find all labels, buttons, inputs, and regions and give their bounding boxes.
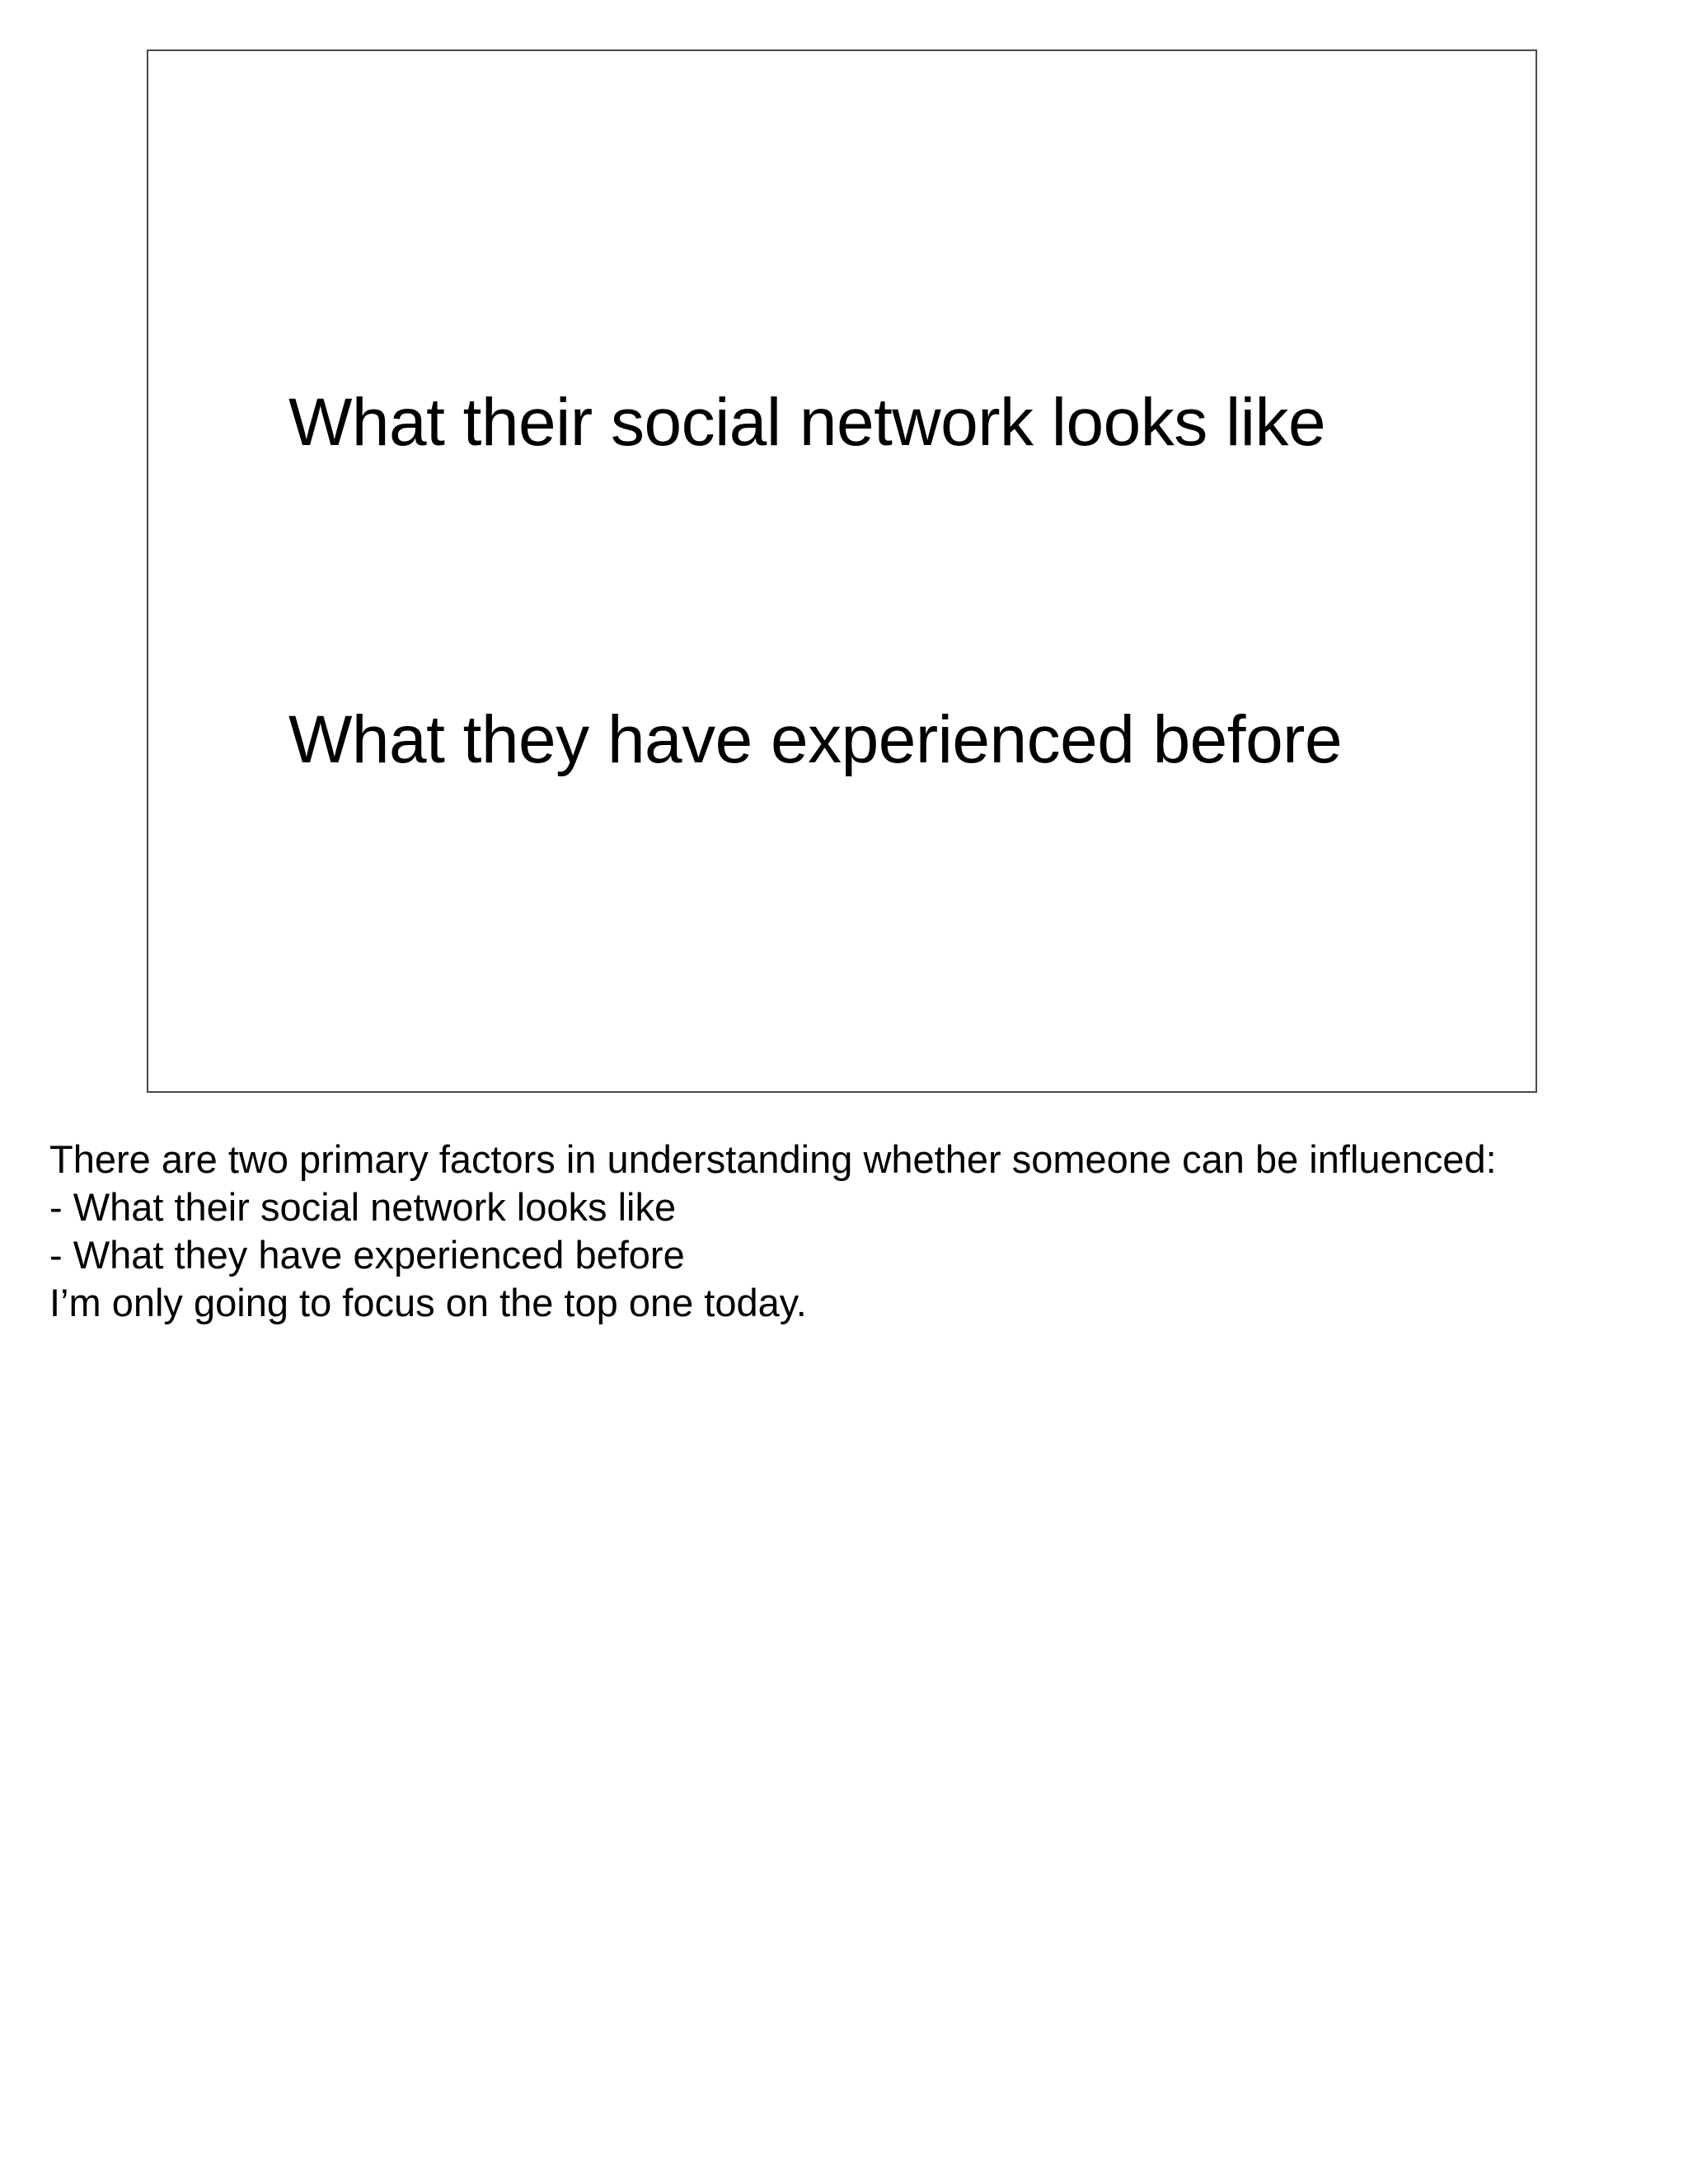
notes-focus: I’m only going to focus on the top one today. xyxy=(49,1281,807,1324)
notes-intro: There are two primary factors in understanding whether someone can be influenced: xyxy=(49,1137,1497,1181)
speaker-notes xyxy=(49,1136,1648,1327)
slide-frame xyxy=(147,49,1537,1093)
notes-bullet-experienced-before: - What they have experienced before xyxy=(49,1233,685,1277)
slide-line-experienced-before: What they have experienced before xyxy=(288,702,1343,777)
notes-bullet-social-network: - What their social network looks like xyxy=(49,1185,677,1229)
slide-line-social-network: What their social network looks like xyxy=(288,385,1326,460)
